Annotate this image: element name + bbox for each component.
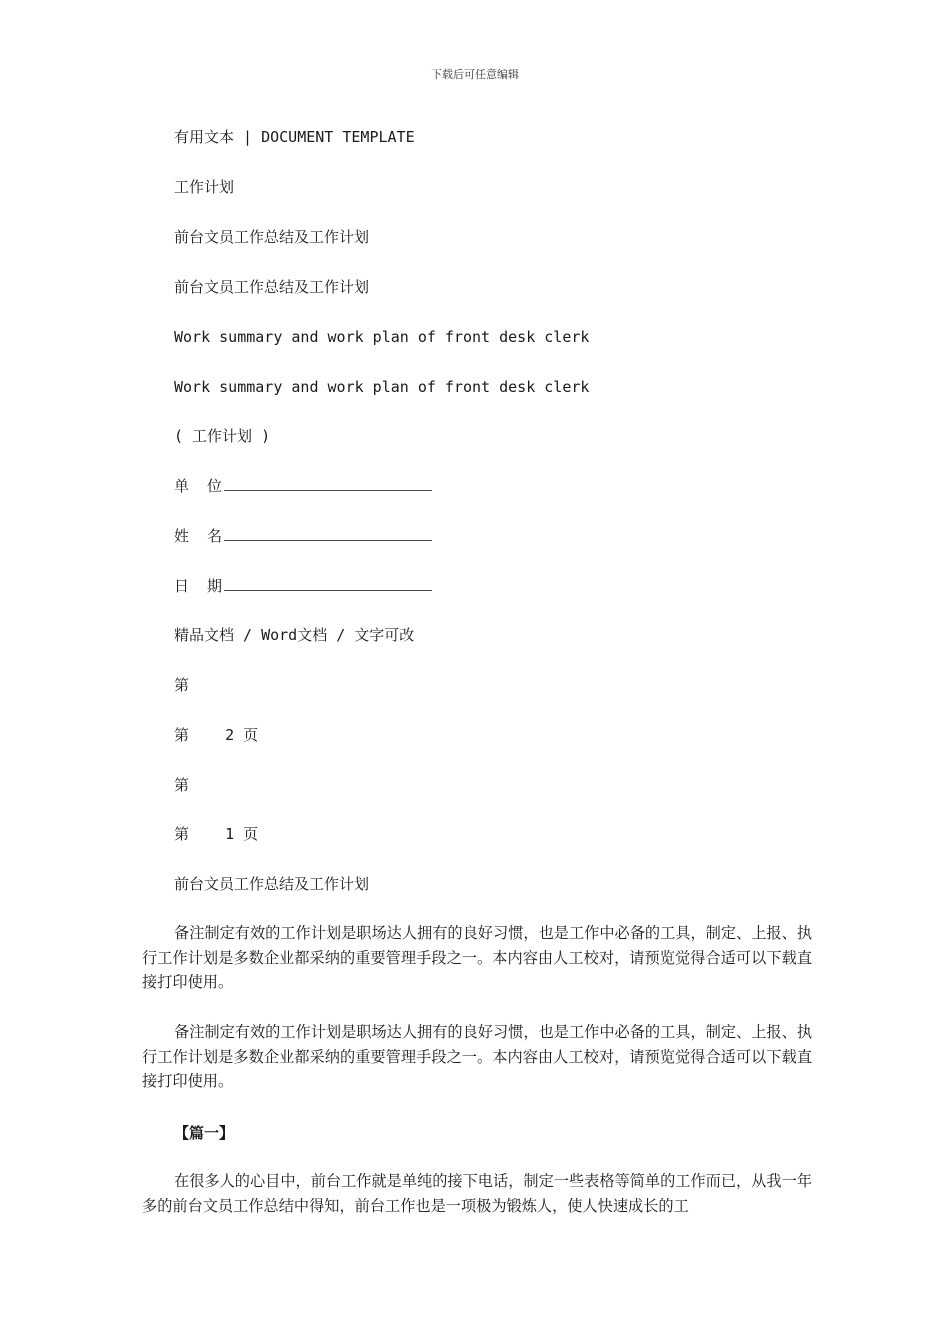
name-field (174, 526, 432, 546)
date-field (174, 576, 432, 596)
title-cn-secondary: 前台文员工作总结及工作计划 (174, 278, 370, 296)
title-cn-primary: 前台文员工作总结及工作计划 (174, 228, 370, 246)
page-header-note: 下载后可任意编辑 (431, 68, 519, 81)
body-title: 前台文员工作总结及工作计划 (174, 875, 370, 893)
title-en-primary: Work summary and work plan of front desk clerk (174, 328, 590, 346)
title-en-secondary: Work summary and work plan of front desk clerk (174, 378, 590, 396)
date-field-label: 日 期 (174, 577, 223, 595)
unit-blank-line (224, 476, 432, 491)
page-number-label: 第 1 页 (174, 825, 259, 843)
body-paragraph: 备注制定有效的工作计划是职场达人拥有的良好习惯，也是工作中必备的工具，制定、上报、执行工作计划是多数企业都采纳的重要管理手段之一。本内容由人工校对，请预览觉得合适可以下载直接打印使用。 (142, 924, 812, 991)
page-label: 第 (174, 776, 190, 794)
category-label: 工作计划 (174, 178, 235, 196)
name-field-label: 姓 名 (174, 527, 223, 545)
page-label: 第 (174, 676, 190, 694)
category-parenthetical: ( 工作计划 ) (174, 427, 271, 445)
brand-line: 有用文本 | DOCUMENT TEMPLATE (174, 128, 415, 146)
date-blank-line (224, 576, 432, 591)
name-blank-line (224, 526, 432, 541)
section-heading: 【篇一】 (174, 1124, 235, 1142)
page-number-label: 第 2 页 (174, 726, 259, 744)
unit-field (174, 476, 432, 496)
body-paragraph: 在很多人的心目中，前台工作就是单纯的接下电话，制定一些表格等简单的工作而已，从我一年多的前台文员工作总结中得知，前台工作也是一项极为锻炼人，使人快速成长的工 (142, 1172, 812, 1215)
unit-field-label: 单 位 (174, 477, 223, 495)
body-paragraph: 备注制定有效的工作计划是职场达人拥有的良好习惯，也是工作中必备的工具，制定、上报、执行工作计划是多数企业都采纳的重要管理手段之一。本内容由人工校对，请预览觉得合适可以下载直接打印使用。 (142, 1023, 812, 1090)
tagline: 精品文档 / Word文档 / 文字可改 (174, 626, 415, 644)
